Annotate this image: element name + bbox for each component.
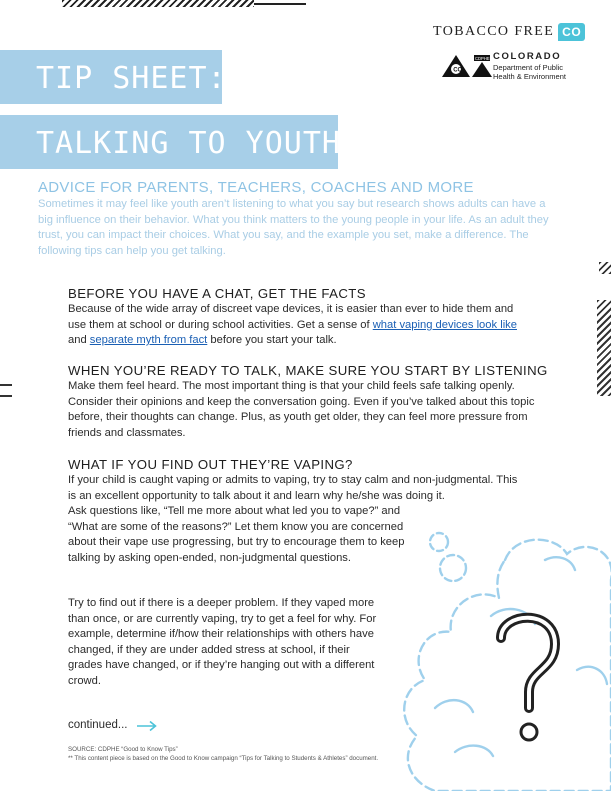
cdphe-seal-icon xyxy=(440,52,492,78)
brand-badge: CO xyxy=(558,23,585,41)
left-tick xyxy=(0,384,12,386)
myth-from-fact-link[interactable]: separate myth from fact xyxy=(89,334,208,346)
section-body-listen: Make them feel heard. The most important thing is that your child feels safe talking openly. Consider their opinions and keep the conversation going. Even if you’ve talked about this topic before, their thoughts can change. Plus, as youth get older, they can feel more pressure from friends and classmates. xyxy=(68,380,535,439)
section-heading-listen: WHEN YOU’RE READY TO TALK, MAKE SURE YOU START BY LISTENING xyxy=(68,363,548,378)
subheading: ADVICE FOR PARENTS, TEACHERS, COACHES AND MORE xyxy=(38,179,474,196)
section-body-vaping-1b: Ask questions like, “Tell me more about what led you to vape?” and “What are some of the reasons?” Let them know you are concerned about their vape use progressing, but try to encourage them to keep talking by asking open-ended, non-judgmental questions. xyxy=(68,505,405,564)
page-title-line-2: TALKING TO YOUTH xyxy=(36,126,341,161)
vaping-devices-link[interactable]: what vaping devices look like xyxy=(372,318,517,331)
top-rule xyxy=(254,3,306,5)
source-line-2: ** This content piece is based on the Good to Know campaign “Tips for Talking to Students & Athletes” document. xyxy=(68,754,379,762)
svg-text:CO: CO xyxy=(453,67,463,74)
top-hatch-bar xyxy=(62,0,254,7)
right-hatch-small xyxy=(599,262,611,274)
section-heading-vaping: WHAT IF YOU FIND OUT THEY’RE VAPING? xyxy=(68,457,353,472)
section-heading-facts: BEFORE YOU HAVE A CHAT, GET THE FACTS xyxy=(68,286,366,301)
section-body-vaping-1: If your child is caught vaping or admits to vaping, try to stay calm and non-judgmental. This is an excellent opportunity to talk about it and learn why he/she was doing it. xyxy=(68,474,518,502)
intro-paragraph: Sometimes it may feel like youth aren’t listening to what you say but research shows adults can have a big influence on their behavior. What you think matters to the young people in your life. As an adult they trust, you can impact their choices. What you say, and the example you set, make a difference. The following tips can help you get talking. xyxy=(38,198,549,257)
facts-text: before you start your talk. xyxy=(207,334,337,346)
continued-label: continued... xyxy=(68,719,128,731)
source-line-1: SOURCE: CDPHE “Good to Know Tips” xyxy=(68,746,178,753)
agency-state: COLORADO xyxy=(493,51,562,62)
page-title-line-1: TIP SHEET: xyxy=(36,61,227,96)
facts-text: and xyxy=(68,334,90,346)
facts-text: Because of the wide array of discreet vape devices, it is easier than ever to hide them and use them at school or during school activities. Get a sense of xyxy=(68,303,514,331)
section-body-facts xyxy=(68,302,528,349)
left-tick xyxy=(0,395,12,397)
thought-cloud-question-icon xyxy=(395,520,611,791)
section-body-vaping-2: Try to find out if there is a deeper problem. If they vaped more than once, or are currently vaping, try to get a feel for why. For example, determine if/how their relationships with others have changed, if they are under added stress at school, if their grades have changed, or if they’re hanging out with a different crowd. xyxy=(68,597,377,687)
tobacco-free-logo xyxy=(433,23,585,41)
right-hatch-tall xyxy=(597,300,611,396)
brand-name: TOBACCO FREE xyxy=(433,24,555,39)
arrow-right-icon xyxy=(136,720,158,732)
agency-dept: Department of Public Health & Environment xyxy=(493,63,566,81)
seal-text: CDPHE xyxy=(475,55,490,61)
